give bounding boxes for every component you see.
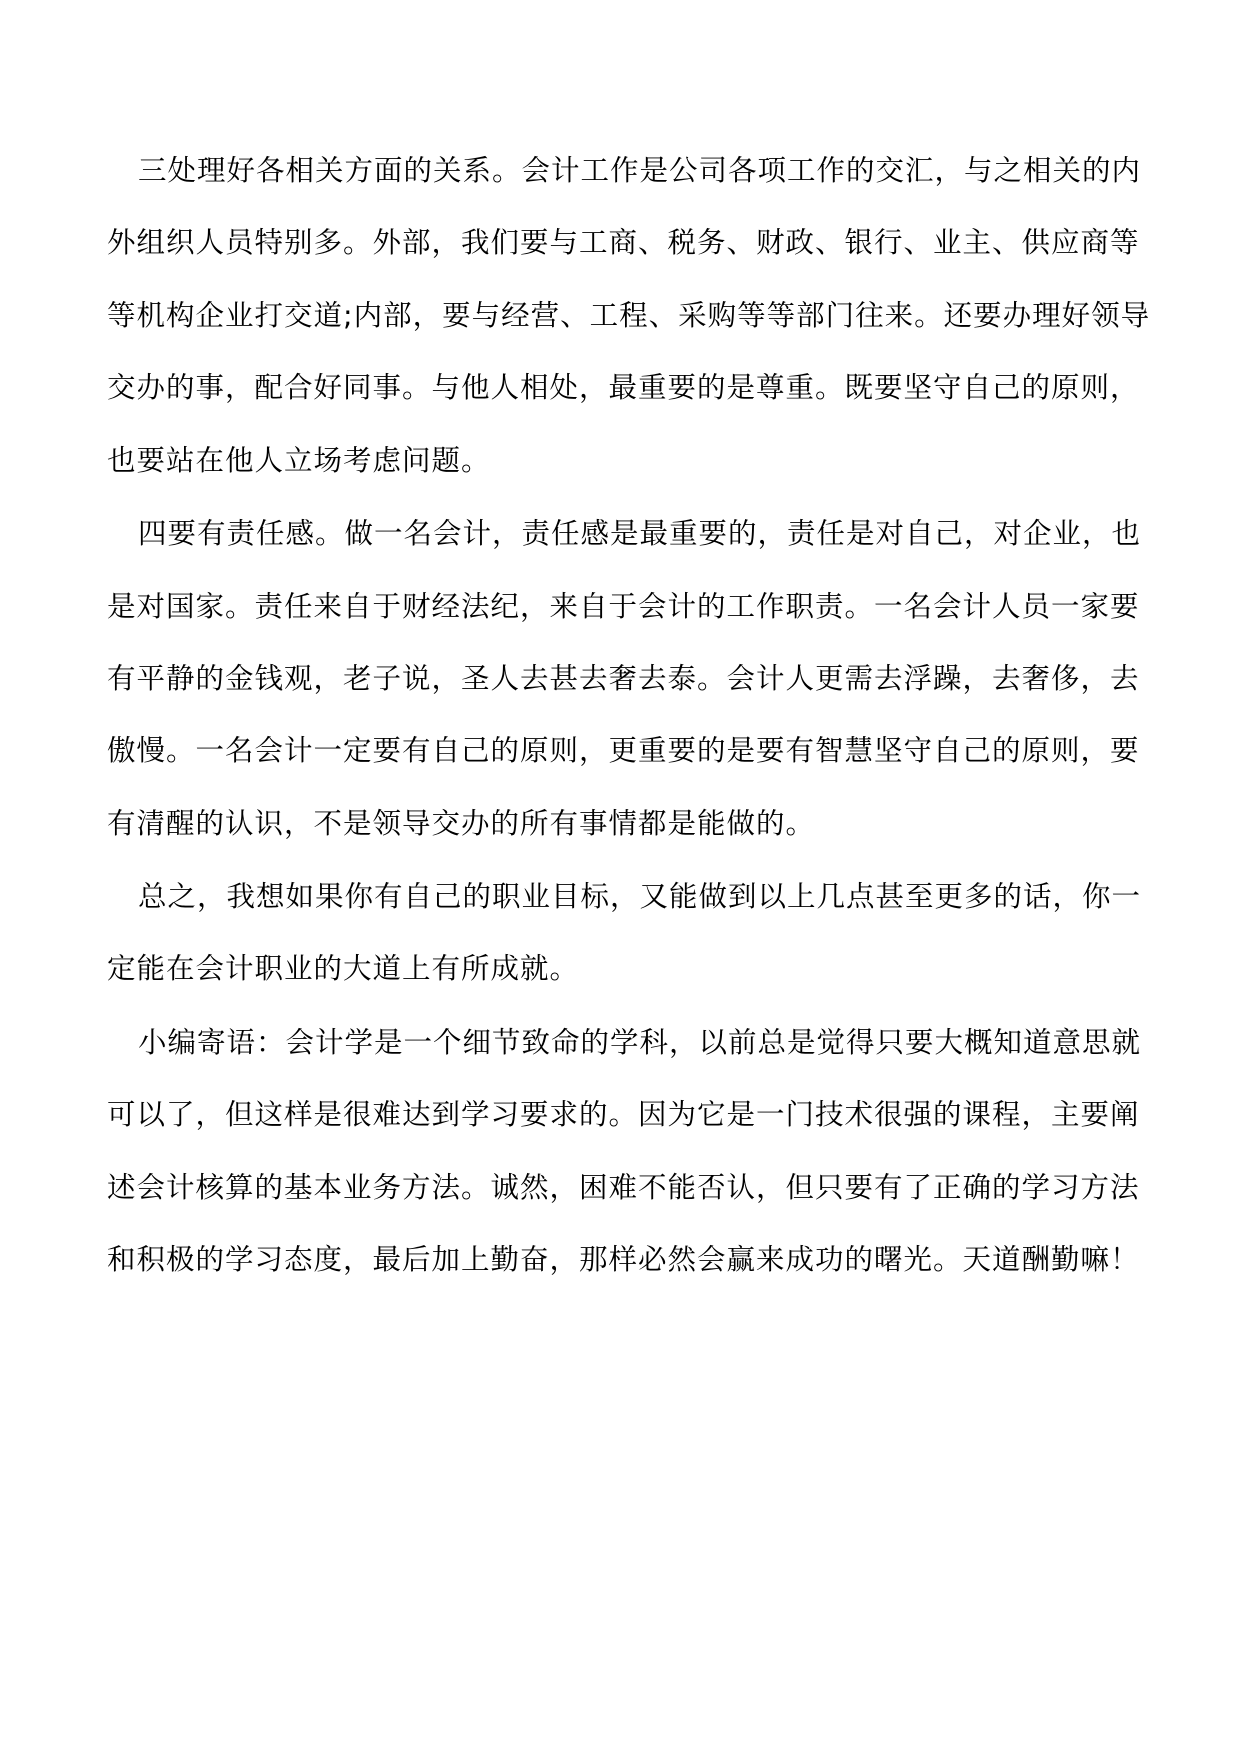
paragraph-3-line-1: 总之，我想如果你有自己的职业目标，又能做到以上几点甚至更多的话，你一 [138,880,1142,913]
paragraph-4-line-2: 可以了，但这样是很难达到学习要求的。因为它是一门技术很强的课程，主要阐 [107,1098,1140,1131]
paragraph-1-line-4: 交办的事，配合好同事。与他人相处，最重要的是尊重。既要坚守自己的原则， [107,371,1140,404]
paragraph-1-line-3: 等机构企业打交道;内部，要与经营、工程、采购等等部门往来。还要办理好领导 [107,299,1151,332]
paragraph-4-line-1: 小编寄语：会计学是一个细节致命的学科，以前总是觉得只要大概知道意思就 [138,1026,1142,1059]
paragraph-1-line-2: 外组织人员特别多。外部，我们要与工商、税务、财政、银行、业主、供应商等 [107,226,1140,259]
paragraph-1-line-1: 三处理好各相关方面的关系。会计工作是公司各项工作的交汇，与之相关的内 [138,154,1142,187]
paragraph-2-line-3: 有平静的金钱观，老子说，圣人去甚去奢去泰。会计人更需去浮躁，去奢侈，去 [107,662,1140,695]
paragraph-4-line-3: 述会计核算的基本业务方法。诚然，困难不能否认，但只要有了正确的学习方法 [107,1171,1140,1204]
paragraph-3-line-2: 定能在会计职业的大道上有所成就。 [107,952,580,985]
paragraph-2-line-5: 有清醒的认识，不是领导交办的所有事情都是能做的。 [107,807,816,840]
paragraph-4-line-4: 和积极的学习态度，最后加上勤奋，那样必然会赢来成功的曙光。天道酬勤嘛！ [107,1243,1140,1276]
paragraph-2-line-1: 四要有责任感。做一名会计，责任感是最重要的，责任是对自己，对企业，也 [138,517,1142,550]
paragraph-1-line-5: 也要站在他人立场考虑问题。 [107,444,491,477]
paragraph-2-line-4: 傲慢。一名会计一定要有自己的原则，更重要的是要有智慧坚守自己的原则，要 [107,734,1140,767]
paragraph-2-line-2: 是对国家。责任来自于财经法纪，来自于会计的工作职责。一名会计人员一家要 [107,590,1140,623]
